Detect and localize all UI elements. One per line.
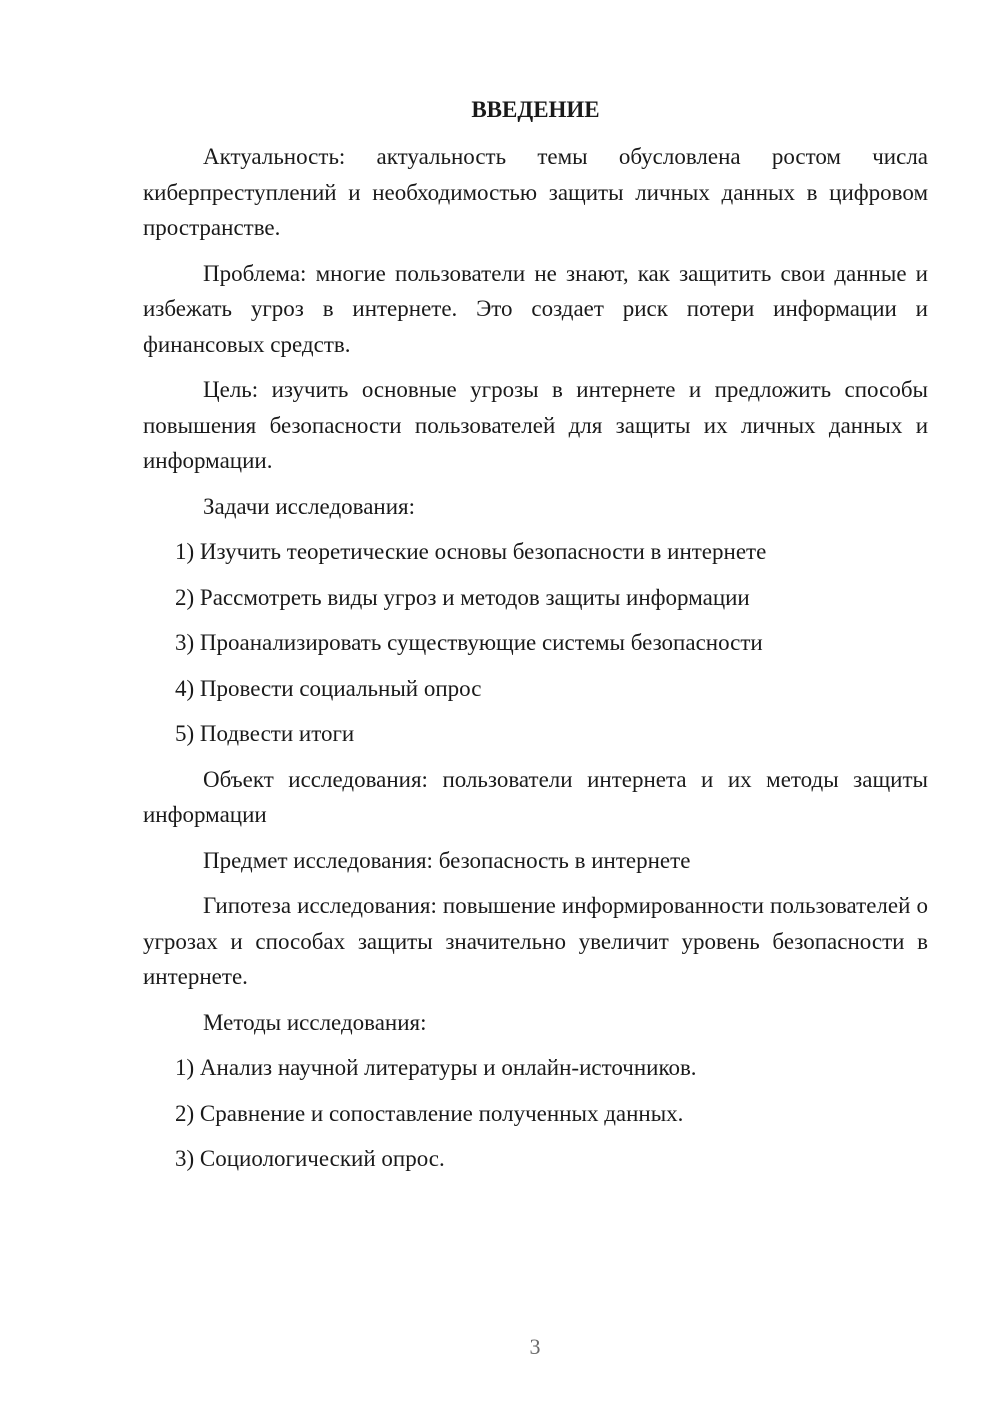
tasks-heading: Задачи исследования: xyxy=(203,493,416,519)
tasks-list xyxy=(143,534,928,752)
task-item: 4) Провести социальный опрос xyxy=(175,675,482,701)
object-paragraph: Объект исследования: пользователи интернета и их методы защиты информации xyxy=(143,766,928,827)
method-item: 3) Социологический опрос. xyxy=(175,1146,445,1171)
method-item: 1) Анализ научной литературы и онлайн-источников. xyxy=(175,1055,697,1080)
relevance-paragraph: Актуальность: актуальность темы обусловлена ростом числа киберпреступлений и необходимостью защиты личных данных в цифровом пространстве. xyxy=(143,144,928,240)
task-item: 1) Изучить теоретические основы безопасности в интернете xyxy=(175,539,767,564)
problem-paragraph: Проблема: многие пользователи не знают, как защитить свои данные и избежать угроз в интернете. Это создает риск потери информации и финансовых средств. xyxy=(143,260,928,357)
task-item: 2) Рассмотреть виды угроз и методов защиты информации xyxy=(175,584,750,610)
method-item: 2) Сравнение и сопоставление полученных данных. xyxy=(175,1100,684,1126)
hypothesis-paragraph: Гипотеза исследования: повышение информированности пользователей о угрозах и способах защиты значительно увеличит уровень безопасности в интернете. xyxy=(143,893,928,989)
methods-heading: Методы исследования: xyxy=(203,1009,427,1035)
task-item: 5) Подвести итоги xyxy=(175,721,355,746)
task-item: 3) Проанализировать существующие системы безопасности xyxy=(175,630,763,655)
page-number: 3 xyxy=(529,1334,541,1359)
section-title: ВВЕДЕНИЕ xyxy=(471,97,600,122)
subject-paragraph: Предмет исследования: безопасность в интернете xyxy=(203,847,691,873)
page-content xyxy=(143,95,928,1187)
methods-list xyxy=(143,1050,928,1177)
goal-paragraph: Цель: изучить основные угрозы в интернете и предложить способы повышения безопасности пользователей для защиты их личных данных и информации. xyxy=(143,377,928,473)
